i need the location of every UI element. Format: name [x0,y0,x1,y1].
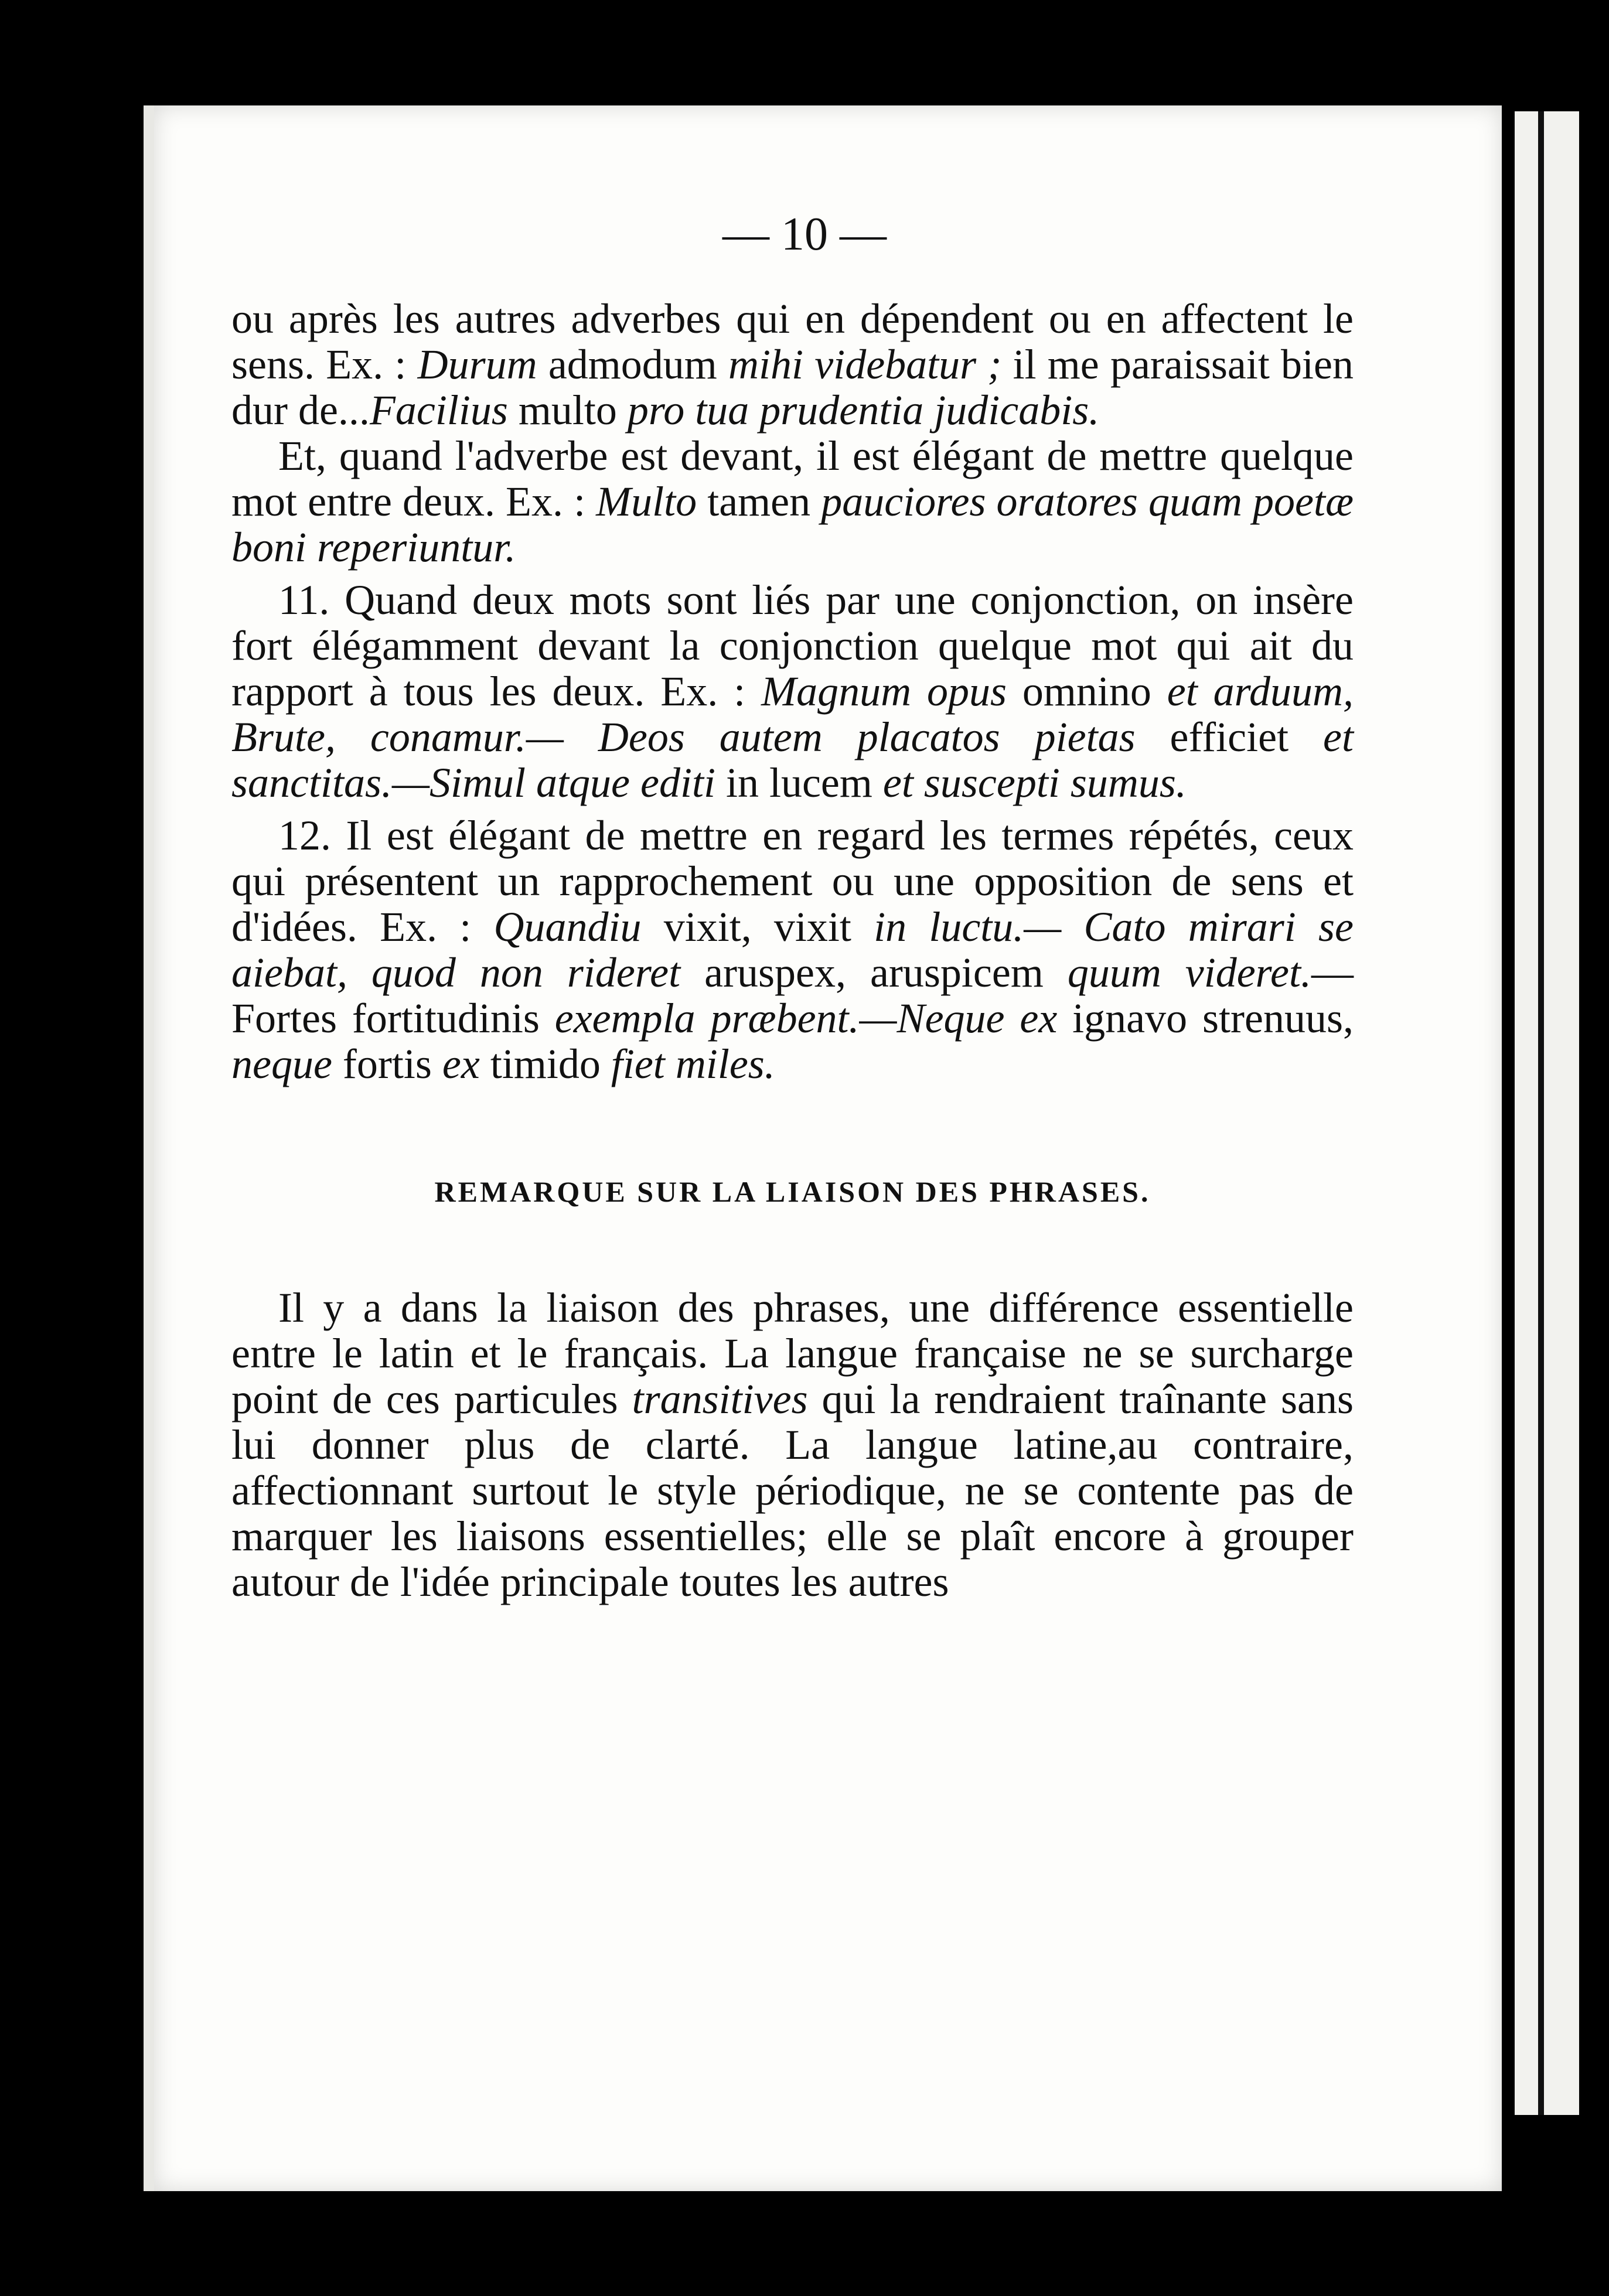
latin-italic-text: Quandiu [493,903,642,950]
latin-italic-text: et arduum, Brute, conamur.— Deos autem placatos pietas [231,668,1354,760]
page-gutter-shadow [1538,111,1544,2115]
body-text: 12. Il est élégant de mettre en regard les termes répétés, ceux qui présentent un rapprochement ou une opposition de sens et d'idées. Ex. : [231,812,1354,950]
body-text: vixit, vixit [641,903,874,950]
body-text: qui la rendraient traînante sans lui donner plus de clarté. La langue latine,au contraire, affectionnant surtout le style périodique, ne se contente pas de marquer les liaisons essentielles; elle se plaît encore à grouper autour de l'idée principale toutes les autres [231,1376,1354,1605]
body-text: efficiet [1135,714,1324,760]
body-text: fortis [332,1040,442,1087]
latin-italic-text: Facilius [369,387,508,434]
latin-italic-text: Durum [417,341,537,388]
body-text: in lucem [715,759,883,806]
body-text: il me paraissait bien dur de... [231,341,1354,434]
latin-italic-text: in luctu.— Cato mirari se aiebat, quod non rideret [231,903,1354,996]
page-number: — 10 — [722,209,887,260]
page-body [231,208,1354,1605]
adjacent-page-edge [1515,111,1579,2115]
body-text: Il y a dans la liaison des phrases, une différence essentielle entre le latin et le français. La langue française ne se surcharge point de ces particules [231,1284,1354,1422]
body-text: Et, quand l'adverbe est devant, il est élégant de mettre quelque mot entre deux. Ex. : [231,432,1354,525]
body-text: ou après les autres adverbes qui en dépendent ou en affectent le sens. Ex. : [231,295,1354,388]
paragraph-3 [231,577,1354,806]
latin-italic-text: pauciores oratores quam poetæ boni reperiuntur. [231,478,1354,571]
latin-italic-text: fiet miles. [611,1040,775,1087]
latin-italic-text: quum videret. [1067,949,1311,996]
body-text: aruspex, aruspicem [680,949,1068,996]
body-text: admodum [537,341,729,388]
latin-italic-text: ex [442,1040,480,1087]
body-text: tamen [697,478,821,525]
body-text: omnino [1006,668,1167,715]
section-heading: REMARQUE SUR LA LIAISON DES PHRASES. [434,1175,1151,1208]
latin-italic-text: exempla præbent.—Neque ex [554,995,1058,1042]
body-text: multo [507,387,628,434]
body-text: 11. Quand deux mots sont liés par une conjonction, on insère fort élégamment devant la conjonction quelque mot qui ait du rapport à tous les deux. Ex. : [231,576,1354,715]
latin-italic-text: transitives [632,1376,808,1422]
latin-italic-text: pro tua prudentia judicabis. [627,387,1100,434]
latin-italic-text: et suscepti sumus. [882,759,1187,806]
body-text: —Fortes fortitudinis [231,949,1354,1042]
paragraph-2 [231,433,1354,570]
paragraph-4 [231,813,1354,1087]
numbered-section [231,296,1354,1087]
latin-italic-text: neque [231,1040,332,1087]
latin-italic-text: Multo [596,478,697,525]
closing-paragraph [231,1285,1354,1605]
body-text: ignavo strenuus, [1057,995,1354,1042]
latin-italic-text: mihi videbatur ; [728,341,1002,388]
latin-italic-text: et sanctitas.—Simul atque editi [231,714,1354,806]
body-text: timido [479,1040,611,1087]
paragraph-1 [231,296,1354,433]
latin-italic-text: Magnum opus [761,668,1007,715]
